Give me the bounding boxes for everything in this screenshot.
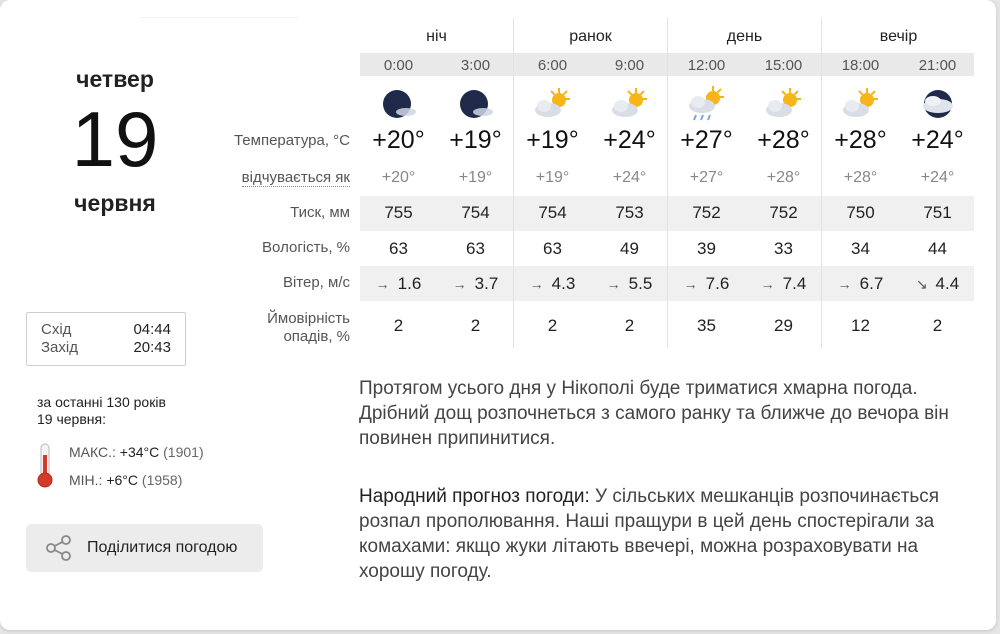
wind-speed-value: 1.6 [397,274,422,293]
history-title-line2: 19 червня: [37,411,106,427]
wind-direction-icon: → [375,276,390,292]
period-header: вечір [879,28,918,45]
wind-cell [437,274,514,294]
pressure-value: 752 [769,203,798,222]
precip-value: 2 [470,316,481,335]
sunrise-time: 04:44 [133,321,171,338]
feels-like-value: +20° [381,169,416,186]
pressure-value: 750 [846,203,875,222]
record-max-value: +34°C [119,444,160,460]
period-header: ранок [569,28,612,45]
thermometer-icon [36,443,54,489]
pressure-value: 755 [384,203,413,222]
wind-cell [822,274,899,294]
history-title [37,394,237,428]
month: червня [74,190,156,216]
sun-cloud-icon [514,84,591,124]
record-min-year: (1958) [141,472,183,488]
wind-direction-icon: ↘ [915,275,928,292]
wind-direction-icon: → [452,276,467,292]
wind-cell [591,274,668,294]
humidity-value: 63 [466,239,485,258]
pressure-value: 754 [461,203,490,222]
wind-speed-value: 6.7 [859,274,884,293]
humidity-value: 34 [851,239,870,258]
sun-cloud-icon [591,84,668,124]
sunset-time: 20:43 [133,339,171,356]
feels-like-value: +24° [612,169,647,186]
record-max-year: (1901) [163,444,204,460]
sun-cloud-icon [745,84,822,124]
temperature-value: +19° [526,126,579,154]
label-temperature: Температура, °C [233,132,350,149]
record-max [69,444,204,460]
wind-speed-value: 4.3 [551,274,576,293]
label-precip-line2: опадів, % [283,328,350,345]
forecast-table [220,18,980,358]
humidity-value: 49 [620,239,639,258]
precip-value: 2 [393,316,404,335]
wind-speed-value: 3.7 [474,274,499,293]
record-min-value: +6°C [106,472,139,488]
tab-notch [140,0,297,18]
precip-value: 29 [774,316,793,335]
precip-value: 12 [851,316,870,335]
sunrise-row [41,321,171,339]
time-label: 21:00 [918,57,957,74]
time-label: 18:00 [841,57,880,74]
folk-forecast-title: Народний прогноз погоди: [359,486,590,507]
humidity-value: 39 [697,239,716,258]
wind-cell [668,274,745,294]
wind-speed-value: 4.4 [935,274,960,293]
temperature-value: +24° [603,126,656,154]
pressure-value: 751 [923,203,952,222]
day-number: 19 [71,95,159,183]
record-min-label: МІН.: [69,472,103,488]
wind-direction-icon: → [760,276,775,292]
wind-speed-value: 7.4 [782,274,807,293]
share-label: Поділитися погодою [87,539,238,556]
time-label: 0:00 [383,57,414,74]
pressure-value: 753 [615,203,644,222]
label-humidity: Вологість, % [262,239,350,256]
wind-cell [514,274,591,294]
time-label: 9:00 [614,57,645,74]
sun-cloud-icon [822,84,899,124]
wind-speed-value: 5.5 [628,274,653,293]
precip-value: 2 [624,316,635,335]
pressure-value: 754 [538,203,567,222]
sunset-label: Захід [41,339,78,356]
pressure-value: 752 [692,203,721,222]
precip-value: 35 [697,316,716,335]
feels-like-value: +24° [920,169,955,186]
wind-speed-value: 7.6 [705,274,730,293]
moon-cloud-icon [360,84,437,124]
sun-times-box [26,312,186,366]
moon-cloud-icon [437,84,514,124]
precip-value: 2 [932,316,943,335]
wind-cell [360,274,437,294]
record-max-label: МАКС.: [69,444,116,460]
share-icon [45,534,73,562]
label-wind: Вітер, м/с [282,274,350,291]
temperature-value: +24° [911,126,964,154]
forecast-description: Протягом усього дня у Нікополі буде триматися хмарна погода. Дрібний дощ розпочнеться з самого ранку та ближче до вечора він повинен припинитися. [359,378,949,449]
wind-cell [899,274,976,294]
folk-forecast-text: У сільських мешканців розпочинається розпал прополювання. Наші пращури в цей день спостерігали за комахами: якщо жуки літають ввечері, можна розраховувати на хорошу погоду. [359,486,940,582]
moon-overcast-icon [899,84,976,124]
label-feels-text: відчувається як [241,169,350,186]
wind-direction-icon: → [529,276,544,292]
sunrise-label: Схід [41,321,72,338]
label-precip-line1: Ймовірність [267,310,350,327]
wind-direction-icon: → [683,276,698,292]
period-header: ніч [426,28,447,45]
temperature-value: +27° [680,126,733,154]
time-label: 3:00 [460,57,491,74]
label-precip [220,310,350,346]
time-label: 12:00 [687,57,726,74]
temperature-value: +19° [449,126,502,154]
feels-like-value: +28° [766,169,801,186]
time-label: 15:00 [764,57,803,74]
history-title-line1: за останні 130 років [37,394,166,410]
share-weather-button[interactable] [26,524,263,572]
feels-like-value: +19° [535,169,570,186]
temperature-value: +20° [372,126,425,154]
weekday: четвер [76,66,154,92]
period-header: день [726,28,763,45]
sun-cloud-rain-icon [668,84,745,124]
feels-like-value: +27° [689,169,724,186]
wind-cell [745,274,822,294]
sunset-row [41,339,171,357]
time-label: 6:00 [537,57,568,74]
folk-forecast [359,484,979,584]
temperature-value: +28° [757,126,810,154]
humidity-value: 33 [774,239,793,258]
record-min [69,472,182,488]
wind-direction-icon: → [837,276,852,292]
humidity-value: 44 [928,239,947,258]
label-pressure: Тиск, мм [290,204,350,221]
precip-value: 2 [547,316,558,335]
humidity-value: 63 [389,239,408,258]
label-feels[interactable] [220,169,350,186]
feels-like-value: +19° [458,169,493,186]
humidity-value: 63 [543,239,562,258]
feels-like-value: +28° [843,169,878,186]
temperature-value: +28° [834,126,887,154]
wind-direction-icon: → [606,276,621,292]
